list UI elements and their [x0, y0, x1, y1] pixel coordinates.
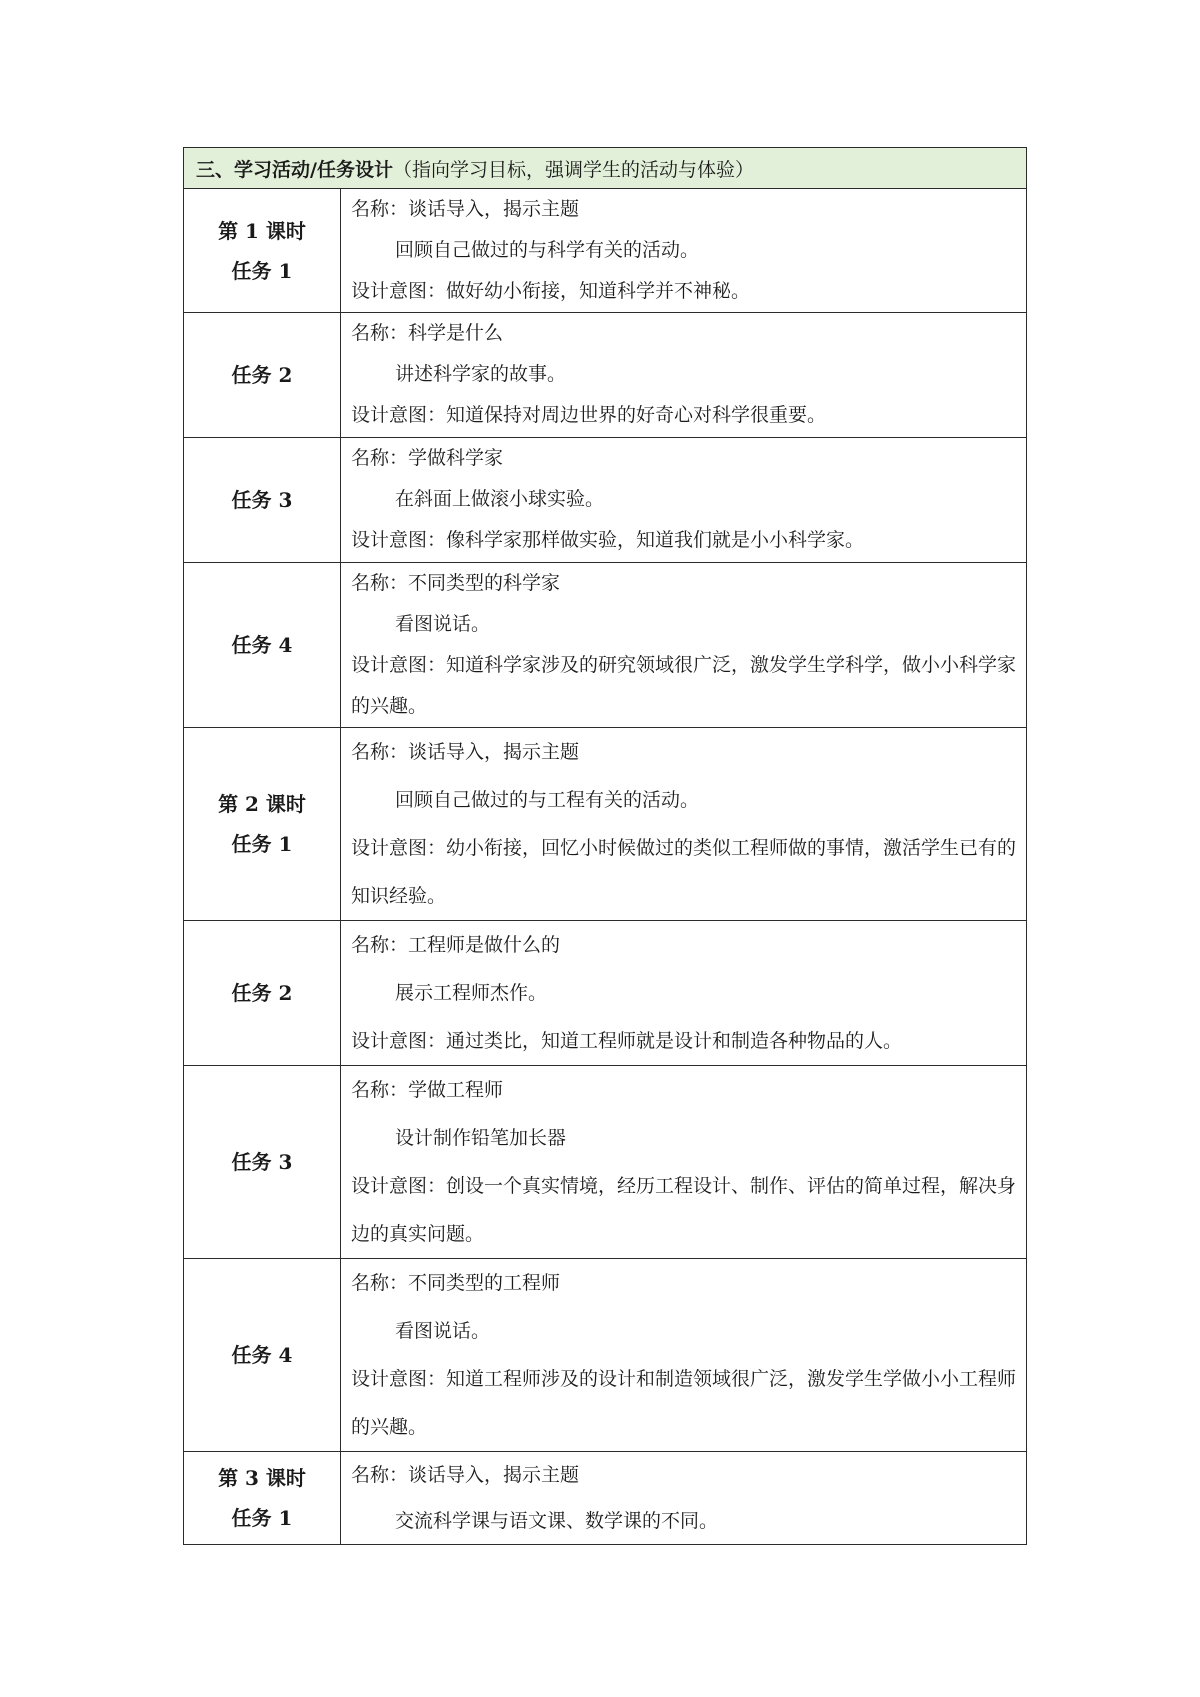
table-row: [184, 313, 1027, 438]
task-label: 任务 1: [231, 258, 293, 283]
task-content: [341, 563, 1027, 728]
task-label: 任务 3: [231, 488, 293, 512]
lesson-task-label: [184, 313, 341, 438]
design-intent: 设计意图：知道保持对周边世界的好奇心对科学很重要。: [351, 404, 827, 426]
task-label: 任务 4: [231, 633, 293, 657]
task-activity: 回顾自己做过的与科学有关的活动。: [395, 239, 700, 261]
design-intent: 设计意图：知道科学家涉及的研究领域很广泛，激发学生学科学，做小小科学家的兴趣。: [351, 654, 1017, 717]
task-name: 名称：谈话导入，揭示主题: [351, 198, 580, 220]
task-content: [341, 921, 1027, 1066]
design-intent: 设计意图：创设一个真实情境，经历工程设计、制作、评估的简单过程，解决身边的真实问题。: [351, 1175, 1017, 1245]
task-activity: 设计制作铅笔加长器: [395, 1127, 567, 1149]
task-content: [341, 313, 1027, 438]
table-row: [184, 563, 1027, 728]
lesson-task-label: [184, 921, 341, 1066]
lesson-task-label: [184, 728, 341, 921]
design-intent: 设计意图：像科学家那样做实验，知道我们就是小小科学家。: [351, 529, 865, 551]
design-intent: 设计意图：幼小衔接，回忆小时候做过的类似工程师做的事情，激活学生已有的知识经验。: [351, 837, 1017, 907]
lesson-task-label: [184, 189, 341, 313]
lesson-label: 第 2 课时: [218, 792, 306, 816]
task-name: 名称：不同类型的科学家: [351, 572, 561, 594]
task-label: 任务 4: [231, 1343, 293, 1367]
table-row: [184, 728, 1027, 921]
lesson-task-label: [184, 1259, 341, 1452]
task-activity: 看图说话。: [395, 1320, 491, 1342]
lesson-task-label: [184, 1452, 341, 1545]
lesson-task-label: [184, 1066, 341, 1259]
task-name: 名称：工程师是做什么的: [351, 934, 561, 956]
lesson-label: 第 3 课时: [218, 1466, 306, 1490]
task-content: [341, 1452, 1027, 1545]
task-name: 名称：谈话导入，揭示主题: [351, 741, 580, 763]
design-intent: 设计意图：知道工程师涉及的设计和制造领域很广泛，激发学生学做小小工程师的兴趣。: [351, 1368, 1017, 1438]
task-activity: 讲述科学家的故事。: [395, 363, 567, 385]
task-name: 名称：不同类型的工程师: [351, 1272, 561, 1294]
task-label: 任务 1: [231, 1506, 293, 1530]
task-name: 名称：谈话导入，揭示主题: [351, 1464, 580, 1486]
task-name: 名称：学做科学家: [351, 447, 504, 469]
task-label: 任务 2: [231, 981, 293, 1005]
table-row: [184, 189, 1027, 313]
task-name: 名称：科学是什么: [351, 322, 504, 344]
task-label: 任务 1: [231, 832, 293, 856]
task-activity: 回顾自己做过的与工程有关的活动。: [395, 789, 700, 811]
task-label: 任务 3: [231, 1150, 293, 1174]
lesson-task-label: [184, 563, 341, 728]
table-row: [184, 438, 1027, 563]
task-content: [341, 189, 1027, 313]
activity-design-table: [183, 147, 1027, 1545]
task-activity: 看图说话。: [395, 613, 491, 635]
task-content: [341, 1066, 1027, 1259]
task-activity: 在斜面上做滚小球实验。: [395, 488, 605, 510]
task-content: [341, 1259, 1027, 1452]
task-name: 名称：学做工程师: [351, 1079, 504, 1101]
table-row: [184, 1259, 1027, 1452]
table-row: [184, 1452, 1027, 1545]
section-header-row: [184, 148, 1027, 189]
table-row: [184, 921, 1027, 1066]
task-content: [341, 438, 1027, 563]
section-title: 三、学习活动/任务设计: [196, 158, 393, 181]
task-label: 任务 2: [231, 363, 293, 387]
design-intent: 设计意图：做好幼小衔接，知道科学并不神秘。: [351, 280, 751, 302]
lesson-task-label: [184, 438, 341, 563]
task-activity: 展示工程师杰作。: [395, 982, 548, 1004]
task-content: [341, 728, 1027, 921]
section-note: （指向学习目标，强调学生的活动与体验）: [392, 158, 754, 181]
section-header: [184, 148, 1027, 189]
table-row: [184, 1066, 1027, 1259]
task-activity: 交流科学课与语文课、数学课的不同。: [395, 1510, 719, 1532]
design-intent: 设计意图：通过类比，知道工程师就是设计和制造各种物品的人。: [351, 1030, 903, 1052]
lesson-label: 第 1 课时: [218, 218, 306, 243]
